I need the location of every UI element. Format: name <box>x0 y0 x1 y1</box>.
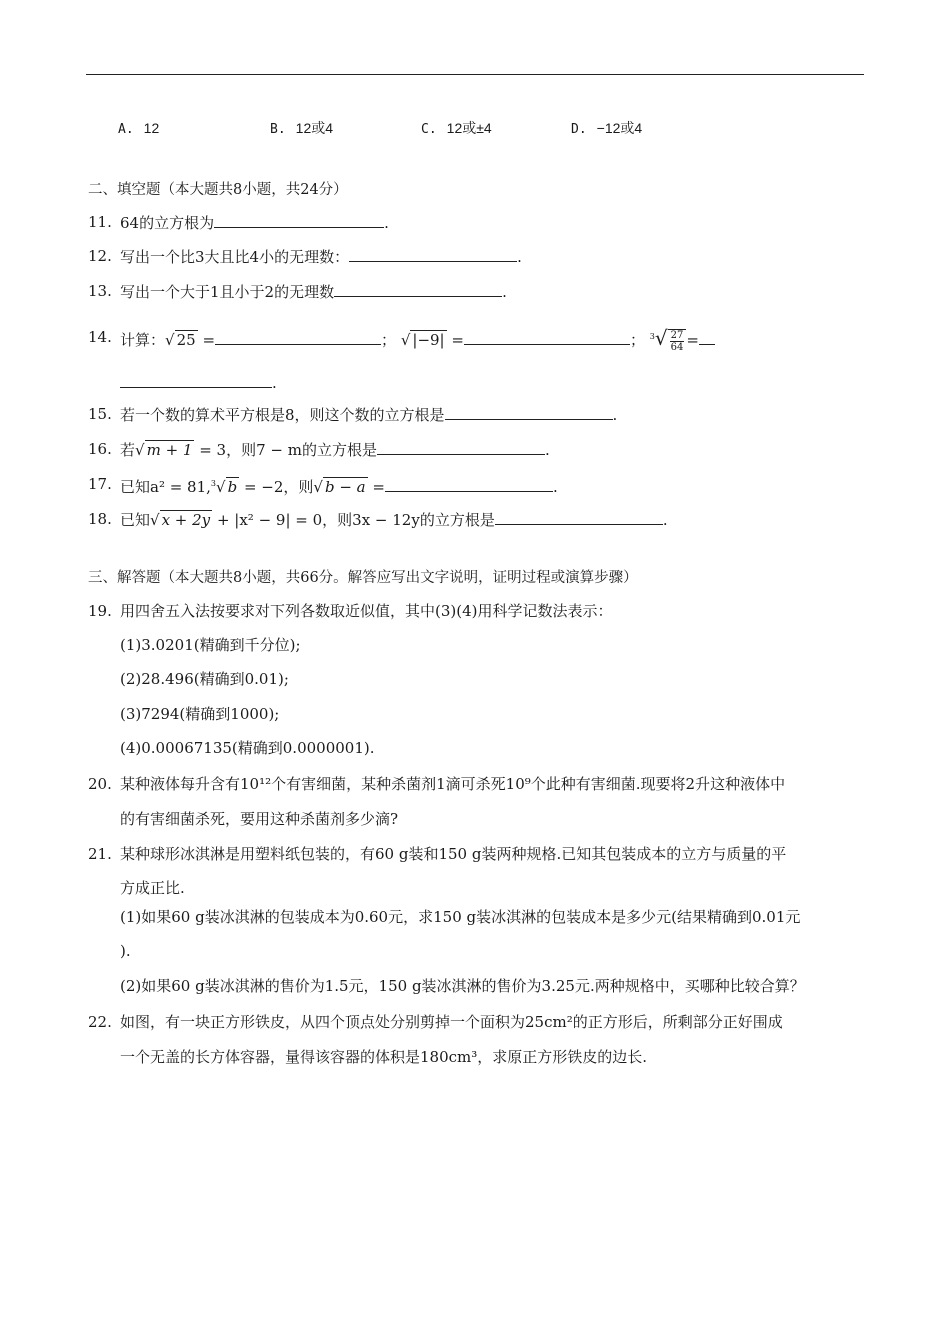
q13-stem: 写出一个大于1且小于2的无理数 <box>120 283 335 301</box>
q15-stem: 若一个数的算术平方根是8，则这个数的立方根是 <box>120 406 445 424</box>
option-b-value: 12或4 <box>295 120 334 136</box>
q16-radicand: m + 1 <box>146 441 193 459</box>
option-c-label: C. <box>421 122 437 137</box>
q18-stem-b: + |x² − 9| = 0，则3x − 12y的立方根是 <box>212 511 495 529</box>
q13-end: . <box>502 283 507 301</box>
q14-radicand-1: 25 <box>176 331 196 349</box>
section-3-title: 三、解答题（本大题共8小题，共66分。解答应写出文字说明，证明过程或演算步骤） <box>88 570 638 586</box>
option-b <box>270 118 333 140</box>
q14-end: . <box>272 374 277 392</box>
q20-line-1: 某种液体每升含有10¹²个有害细菌，某种杀菌剂1滴可杀死10⁹个此种有害细菌.现要将2升这种液体中 <box>120 775 786 793</box>
q18-end: . <box>662 511 668 529</box>
q14-cont <box>120 372 277 393</box>
q21-line-3: (1)如果60 g装冰淇淋的包装成本为0.60元，求150 g装冰淇淋的包装成本是多少元(结果精确到0.01元 <box>120 908 801 926</box>
q14-eq-2: = <box>451 331 464 349</box>
q18-radicand: x + 2y <box>161 511 211 529</box>
q14-stem: 计算： <box>120 331 166 349</box>
q13-num: 13. <box>88 282 112 300</box>
q14-num: 14. <box>88 328 112 346</box>
q17-stem-b: = −2，则 <box>239 478 314 496</box>
q21-num: 21. <box>88 845 112 863</box>
option-c <box>421 118 492 140</box>
q14-eq-3: = <box>686 331 699 349</box>
q16-end: . <box>544 441 550 459</box>
section-2-title: 二、填空题（本大题共8小题，共24分） <box>88 182 348 198</box>
q19-item-2: (2)28.496(精确到0.01); <box>120 670 289 688</box>
q14-semi-2: ； <box>629 331 645 349</box>
q12-stem: 写出一个比3大且比4小的无理数： <box>120 248 350 266</box>
option-b-label: B. <box>270 122 286 137</box>
q15-num: 15. <box>88 405 112 423</box>
q14-semi-1: ； <box>381 331 397 349</box>
q17-stem-c: = <box>367 478 385 496</box>
q22-line-1: 如图，有一块正方形铁皮，从四个顶点处分别剪掉一个面积为25cm²的正方形后，所剩部分正好围成 <box>120 1013 783 1031</box>
q17-num: 17. <box>88 475 112 493</box>
q12-text <box>120 246 522 267</box>
q21-line-5: (2)如果60 g装冰淇淋的售价为1.5元，150 g装冰淇淋的售价为3.25元.两种规格中，买哪种比较合算？ <box>120 977 805 995</box>
q17-root-index: 3 <box>210 479 217 488</box>
q11-num: 11. <box>88 213 112 231</box>
q17-stem-a: 已知a² = 81, <box>120 478 211 496</box>
q17-end: . <box>552 478 558 496</box>
q11-answer-blank[interactable] <box>214 212 384 228</box>
q11-stem: 64的立方根为 <box>120 214 215 232</box>
q18-text: 已知√ x + 2y + |x² − 9| = 0，则3x − 12y的立方根是 . <box>120 511 668 529</box>
q17-answer-blank[interactable] <box>385 476 553 492</box>
q21-line-2: 方成正比. <box>120 879 185 897</box>
q19-stem: 用四舍五入法按要求对下列各数取近似值，其中(3)(4)用科学记数法表示： <box>120 602 613 620</box>
q14-answer-blank-3b[interactable] <box>120 372 272 388</box>
option-a-value: 12 <box>143 120 160 136</box>
q16-stem-a: 若 <box>120 441 136 459</box>
q13-text <box>120 281 507 302</box>
header-rule <box>86 74 864 75</box>
q19-item-3: (3)7294(精确到1000); <box>120 705 280 723</box>
q19-item-1: (1)3.0201(精确到千分位); <box>120 636 301 654</box>
q18-answer-blank[interactable] <box>495 509 663 525</box>
q14-answer-blank-2[interactable] <box>464 329 630 345</box>
q14-eq-1: = <box>202 331 216 349</box>
q22-line-2: 一个无盖的长方体容器，量得该容器的体积是180cm³，求原正方形铁皮的边长. <box>120 1048 648 1066</box>
q18-stem-a: 已知 <box>120 511 151 529</box>
q14-frac-bottom: 64 <box>670 342 684 353</box>
q14-text: 计算：√ 25 = ； √ |−9| = ； $^3$√ $\frac{27}{64}$ = <box>120 327 715 353</box>
q22-num: 22. <box>88 1013 112 1031</box>
q17-radicand-1: b <box>227 478 238 496</box>
q11-end: . <box>384 214 389 232</box>
q15-text <box>120 404 617 425</box>
option-d-value: −12或4 <box>596 120 643 136</box>
q17-text: 已知a² = 81,$^3$√ b = −2，则√ b − a = . <box>120 478 558 496</box>
q16-num: 16. <box>88 440 112 458</box>
q12-num: 12. <box>88 247 112 265</box>
q14-frac-top: 27 <box>670 330 684 341</box>
q20-num: 20. <box>88 775 112 793</box>
q18-num: 18. <box>88 510 112 528</box>
q17-radicand-2: b − a <box>324 478 366 496</box>
q13-answer-blank[interactable] <box>334 281 502 297</box>
q14-answer-blank-1[interactable] <box>215 329 381 345</box>
q21-line-4: ). <box>120 942 131 960</box>
q14-root-index: 3 <box>649 332 655 341</box>
option-a <box>118 118 159 140</box>
q20-line-2: 的有害细菌杀死，要用这种杀菌剂多少滴? <box>120 810 399 828</box>
q12-answer-blank[interactable] <box>349 246 517 262</box>
q15-answer-blank[interactable] <box>445 404 613 420</box>
q21-line-1: 某种球形冰淇淋是用塑料纸包装的，有60 g装和150 g装两种规格.已知其包装成本的立方与质量的平 <box>120 845 787 863</box>
q15-end: . <box>612 406 618 424</box>
q16-answer-blank[interactable] <box>377 439 545 455</box>
q16-text: 若√ m + 1 = 3，则7 − m的立方根是 . <box>120 441 550 459</box>
q14-radicand-2: |−9| <box>412 331 445 349</box>
q14-answer-blank-3a[interactable] <box>699 329 715 345</box>
option-d <box>571 118 642 140</box>
q16-stem-b: = 3，则7 − m的立方根是 <box>194 441 377 459</box>
option-a-label: A. <box>118 122 134 137</box>
q19-item-4: (4)0.00067135(精确到0.0000001). <box>120 739 375 757</box>
q12-end: . <box>517 248 522 266</box>
q19-num: 19. <box>88 602 112 620</box>
q11-text <box>120 212 389 233</box>
option-d-label: D. <box>571 122 587 137</box>
q14-fraction <box>668 329 687 353</box>
option-c-value: 12或±4 <box>446 120 492 136</box>
